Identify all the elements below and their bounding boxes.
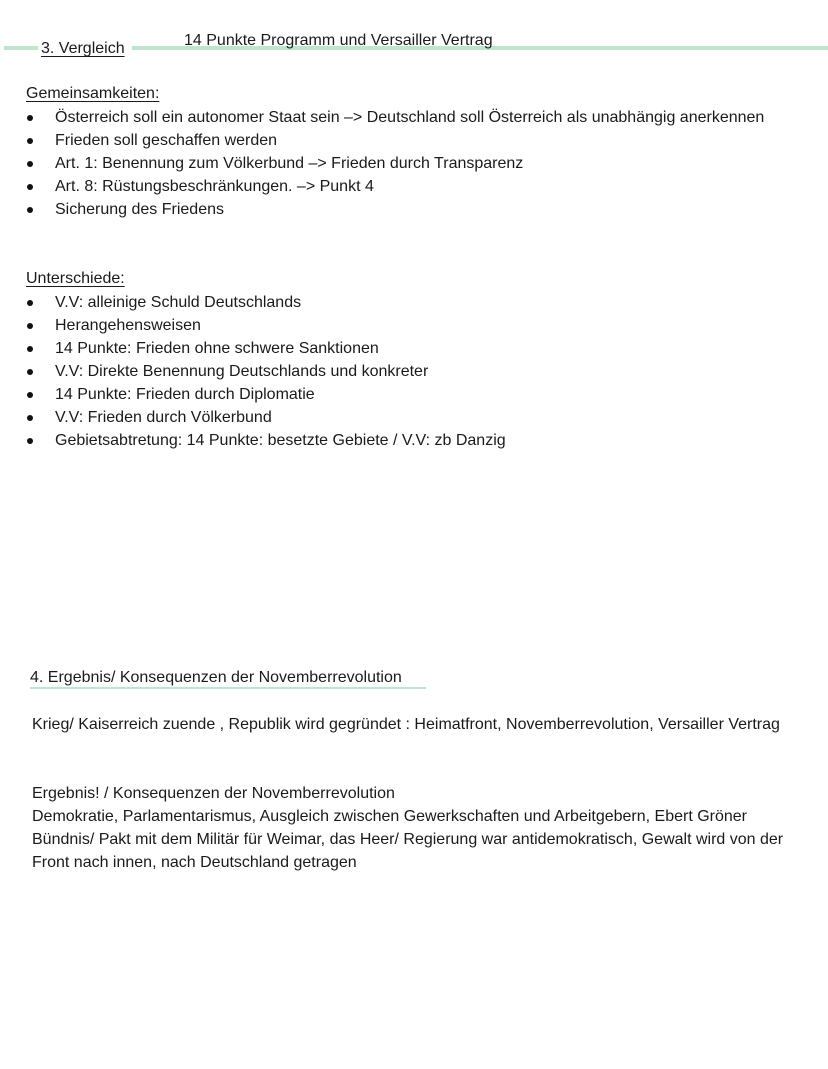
list-item: V.V: Frieden durch Völkerbund [26, 406, 506, 429]
differences-heading: Unterschiede: [26, 270, 125, 287]
list-item: Herangehensweisen [26, 314, 506, 337]
section-4-paragraph-2-title: Ergebnis! / Konsequenzen der Novemberrevolution [32, 785, 395, 802]
similarities-heading: Gemeinsamkeiten: [26, 85, 160, 102]
section-3-heading: 3. Vergleich [41, 40, 125, 57]
section-3-subtitle: 14 Punkte Programm und Versailler Vertrag [184, 32, 493, 49]
similarities-list [26, 106, 764, 221]
list-item: Österreich soll ein autonomer Staat sein –> Deutschland soll Österreich als unabhängig anerkennen [26, 106, 764, 129]
section-4-paragraph-2-body: Demokratie, Parlamentarismus, Ausgleich zwischen Gewerkschaften und Arbeitgebern, Ebert Gröner Bündnis/ Pakt mit dem Militär für Weimar, das Heer/ Regierung war antidemokratisch, Gewalt wird von der Front nach innen, nach Deutschland getragen [32, 808, 784, 871]
list-item: Gebietsabtretung: 14 Punkte: besetzte Gebiete / V.V: zb Danzig [26, 429, 506, 452]
list-item: 14 Punkte: Frieden durch Diplomatie [26, 383, 506, 406]
list-item: Art. 1: Benennung zum Völkerbund –> Frieden durch Transparenz [26, 152, 764, 175]
list-item: 14 Punkte: Frieden ohne schwere Sanktionen [26, 337, 506, 360]
differences-list [26, 291, 506, 452]
section-4-paragraph-1: Krieg/ Kaiserreich zuende , Republik wird gegründet : Heimatfront, Novemberrevolution, Versailler Vertrag [32, 716, 780, 733]
list-item: Art. 8: Rüstungsbeschränkungen. –> Punkt 4 [26, 175, 764, 198]
list-item: Sicherung des Friedens [26, 198, 764, 221]
section-rule-left [4, 46, 38, 50]
section-4-heading: 4. Ergebnis/ Konsequenzen der Novemberrevolution [30, 669, 402, 686]
list-item: V.V: alleinige Schuld Deutschlands [26, 291, 506, 314]
list-item: Frieden soll geschaffen werden [26, 129, 764, 152]
section-4-underline [30, 687, 426, 689]
list-item: V.V: Direkte Benennung Deutschlands und konkreter [26, 360, 506, 383]
